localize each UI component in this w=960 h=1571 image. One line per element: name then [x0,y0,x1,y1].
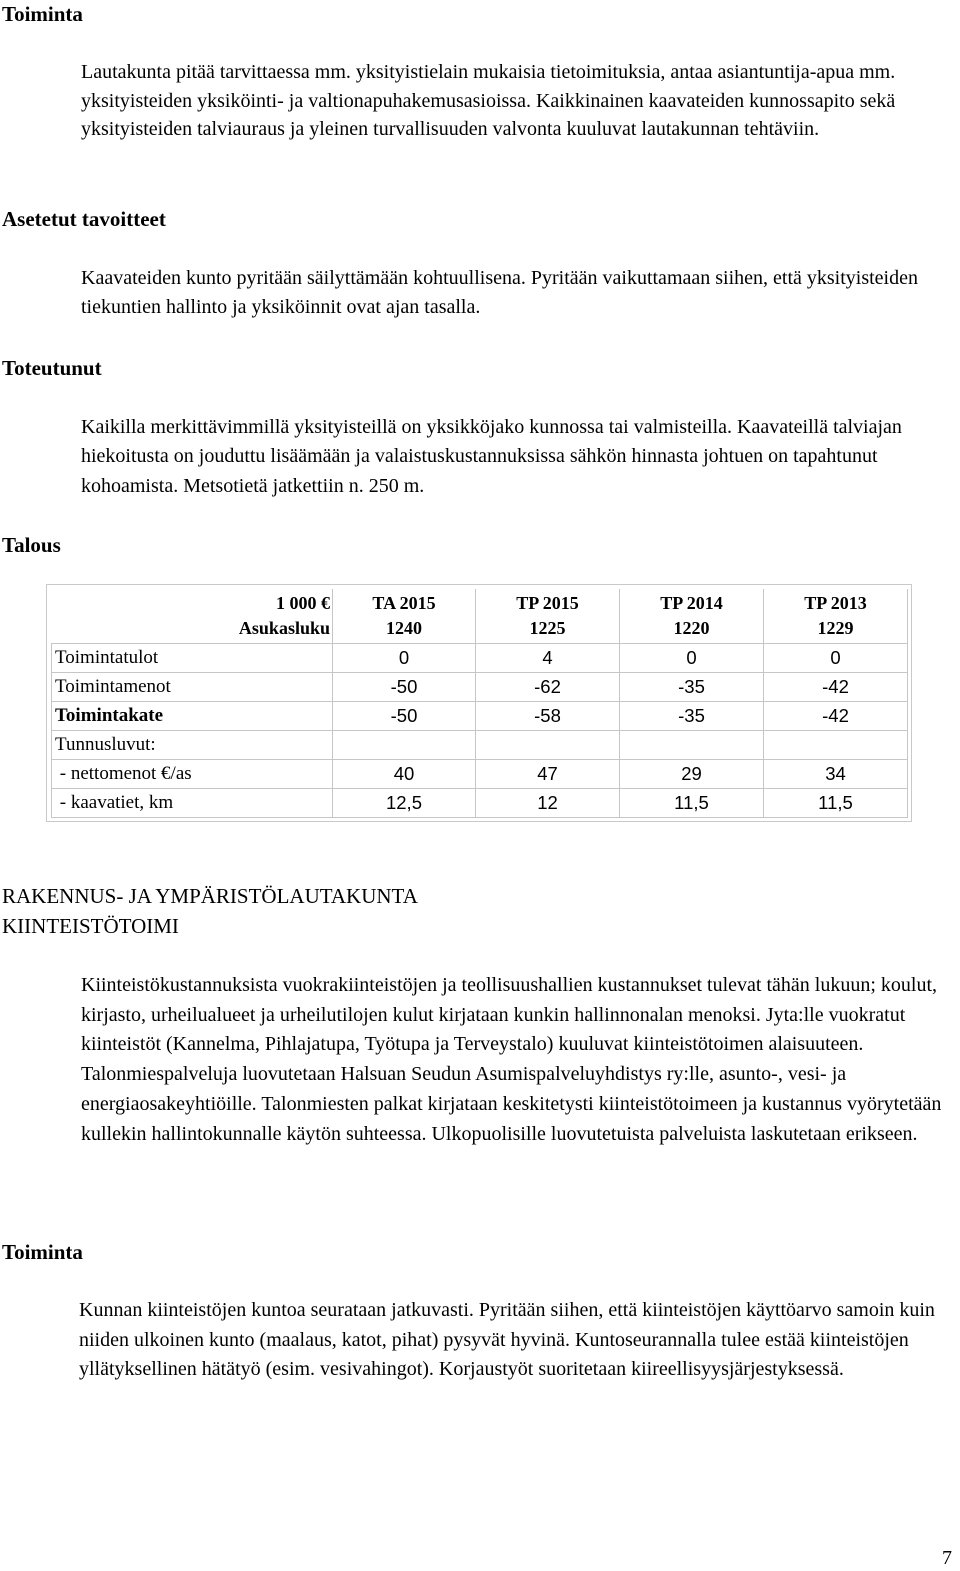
table-cell: -50 [333,673,476,702]
heading-toiminta: Toiminta [2,2,83,26]
header-labels-cell [52,589,333,644]
table-cell: -58 [476,702,620,731]
paragraph-toiminta-2: Kunnan kiinteistöjen kuntoa seurataan jatkuvasti. Pyritään siihen, että kiinteistöjen käyttöarvo samoin kuin niiden ulkoinen kunto (maalaus, katot, pihat) pysyvät hyvinä. Kuntoseurannalla tulee estää kiinteistöjen yllätyksellinen hätätyö (esim. vesivahingot). Korjaustyöt suoritetaan kiireellisyysjärjestyksessä. [79,1299,935,1381]
heading-talous: Talous [2,533,61,557]
population-label: Asukasluku [238,618,330,638]
table-row [52,731,908,760]
paragraph-tavoitteet: Kaavateiden kunto pyritään säilyttämään kohtuullisena. Pyritään vaikuttamaan siihen, että yksityisteiden tiekuntien hallinto ja yksiköinnit ovat ajan tasalla. [81,267,918,318]
table-cell: 29 [620,760,764,789]
table-row [52,673,908,702]
table-cell [476,731,620,760]
column-population: 1240 [386,618,422,638]
table-cell [333,731,476,760]
table-row [52,760,908,789]
table-cell: -42 [764,702,908,731]
unit-title: KIINTEISTÖTOIMI [2,914,179,938]
column-name: TP 2014 [660,593,723,613]
table-cell: 40 [333,760,476,789]
table-row [52,702,908,731]
column-header [333,589,476,644]
paragraph-toteutunut: Kaikilla merkittävimmillä yksityisteillä on yksikköjako kunnossa tai valmisteilla. Kaavateillä talviajan hiekoitusta on jouduttu lisäämään ja valaistuskustannuksissa sähkön hinnasta johtuen on tapahtunut kohoamista. Metsotietä jatkettiin n. 250 m. [81,416,902,497]
table-cell: 12 [476,789,620,818]
table-cell: 0 [620,644,764,673]
table-cell: 47 [476,760,620,789]
table-cell: 34 [764,760,908,789]
row-label: Toimintamenot [52,673,333,702]
column-name: TA 2015 [372,593,436,613]
table-cell: 12,5 [333,789,476,818]
table-cell: -42 [764,673,908,702]
table-cell: -35 [620,702,764,731]
table-cell [620,731,764,760]
row-label: Toimintakate [52,702,333,731]
row-label: - kaavatiet, km [52,789,333,818]
row-label: Tunnusluvut: [52,731,333,760]
heading-toteutunut: Toteutunut [2,356,102,380]
heading-toiminta-2: Toiminta [2,1240,83,1264]
table-cell: 0 [333,644,476,673]
table-cell: -50 [333,702,476,731]
table-cell: 11,5 [764,789,908,818]
column-name: TP 2013 [804,593,867,613]
column-population: 1220 [673,618,710,638]
page-number: 7 [942,1547,952,1569]
table-cell: -62 [476,673,620,702]
column-population: 1225 [529,618,566,638]
table-row [52,644,908,673]
table-header-row [52,589,908,644]
paragraph-toiminta: Lautakunta pitää tarvittaessa mm. yksityistielain mukaisia tietoimituksia, antaa asiantuntija-apua mm. yksityisteiden yksiköinti- ja valtionapuhakemusasioissa. Kaikkinainen kaavateiden kunnossapito sekä yksityisteiden talviauraus ja yleinen turvallisuuden valvonta kuuluvat lautakunnan tehtäviin. [81,61,896,140]
table-cell: -35 [620,673,764,702]
column-population: 1229 [817,618,854,638]
heading-asetetut-tavoitteet: Asetetut tavoitteet [2,207,166,231]
column-header [620,589,764,644]
table-cell: 4 [476,644,620,673]
table-row [52,789,908,818]
column-name: TP 2015 [516,593,579,613]
board-title: RAKENNUS- JA YMPÄRISTÖLAUTAKUNTA [2,884,418,908]
paragraph-kiinteistotoimi: Kiinteistökustannuksista vuokrakiinteistöjen ja teollisuushallien kustannukset tulevat tähän lukuun; koulut, kirjasto, urheilualueet ja urheilutilojen kulut kirjataan kunkin hallinnonalan menoksi. Jyta:lle vuokratut kiinteistöt (Kannelma, Pihlajatupa, Työtupa ja Terveystalo) kuuluvat kiinteistötoimen alaisuuteen. Talonmiespalveluja luovutetaan Halsuan Seudun Asumispalveluyhdistys ry:lle, asunto-, vesi- ja energiaosakeyhtiöille. Talonmiesten palkat kirjataan keskitetysti kiinteistötoimeen ja kustannus vyörytetään kullekin hallintokunnalle käytön suhteessa. Ulkopuolisille luovutetuista palveluista laskutetaan erikseen. [81,974,942,1145]
table-cell: 11,5 [620,789,764,818]
table-cell [764,731,908,760]
row-label: - nettomenot €/as [52,760,333,789]
column-header [764,589,908,644]
talous-table [51,589,908,818]
row-label: Toimintatulot [52,644,333,673]
table-cell: 0 [764,644,908,673]
unit-label: 1 000 € [276,593,330,613]
column-header [476,589,620,644]
